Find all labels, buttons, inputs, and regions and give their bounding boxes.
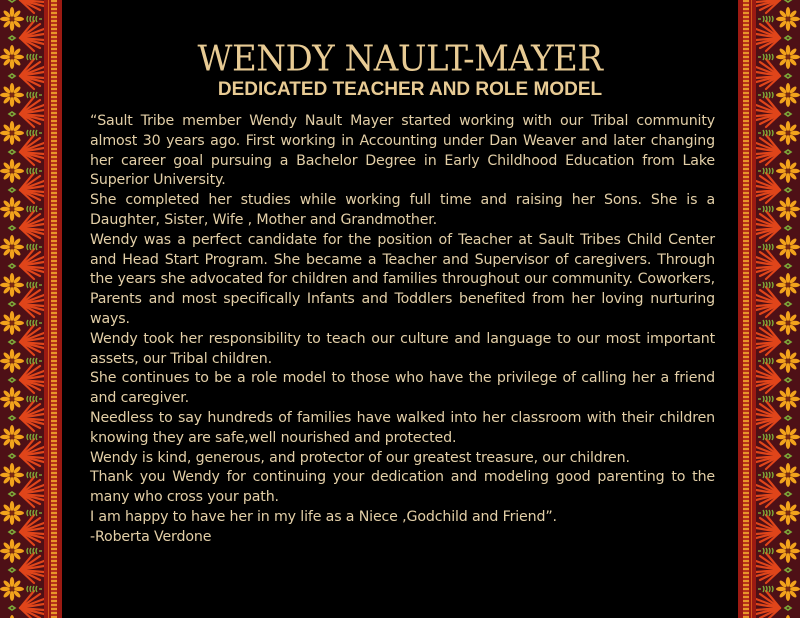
- floral-motif-icon: [0, 152, 44, 190]
- floral-motif-icon: [756, 38, 800, 76]
- paragraph: “Sault Tribe member Wendy Nault Mayer started working with our Tribal community almost 30 years ago. First working in Accounting under Dan Weaver and later changing her career goal pursuing a Bachelor Degree in Early Childhood Education from Lake Superior University.: [90, 113, 715, 189]
- floral-motif-icon: [756, 380, 800, 418]
- paragraph: She continues to be a role model to those who have the privilege of calling her a friend and caregiver.: [90, 370, 715, 407]
- page-subtitle: DEDICATED TEACHER AND ROLE MODEL: [217, 79, 603, 100]
- floral-motif-icon: [0, 380, 44, 418]
- floral-motif-icon: [0, 532, 44, 570]
- floral-motif-icon: [756, 228, 800, 266]
- floral-motif-icon: [756, 418, 800, 456]
- border-stripe: [738, 0, 756, 618]
- floral-motif-icon: [0, 114, 44, 152]
- floral-motif-icon: [0, 76, 44, 114]
- border-motif-field: [756, 0, 800, 618]
- floral-motif-icon: [0, 342, 44, 380]
- floral-motif-icon: [0, 38, 44, 76]
- tribute-body: [82, 112, 718, 548]
- signature: -Roberta Verdone: [90, 528, 212, 545]
- floral-motif-icon: [756, 76, 800, 114]
- floral-motif-icon: [0, 190, 44, 228]
- floral-motif-icon: [756, 608, 800, 618]
- floral-motif-icon: [0, 304, 44, 342]
- paragraph: Thank you Wendy for continuing your dedication and modeling good parenting to the many who cross your path.: [90, 469, 715, 506]
- left-decorative-border: [0, 0, 62, 618]
- border-motif-field: [0, 0, 44, 618]
- paragraph: Wendy is kind, generous, and protector of our greatest treasure, our children.: [90, 449, 630, 466]
- floral-motif-icon: [0, 570, 44, 608]
- page-title: WENDY NAULT-MAYER: [197, 38, 603, 80]
- right-decorative-border: [738, 0, 800, 618]
- floral-motif-icon: [0, 494, 44, 532]
- floral-motif-icon: [756, 0, 800, 38]
- floral-motif-icon: [0, 228, 44, 266]
- floral-motif-icon: [756, 266, 800, 304]
- floral-motif-icon: [0, 608, 44, 618]
- floral-motif-icon: [756, 190, 800, 228]
- floral-motif-icon: [756, 494, 800, 532]
- floral-motif-icon: [756, 342, 800, 380]
- floral-motif-icon: [756, 570, 800, 608]
- paragraph: I am happy to have her in my life as a Niece ,Godchild and Friend”.: [90, 508, 557, 525]
- border-stripe: [44, 0, 62, 618]
- paragraph: Wendy took her responsibility to teach our culture and language to our most important assets, our Tribal children.: [90, 330, 715, 367]
- floral-motif-icon: [0, 266, 44, 304]
- paragraph: She completed her studies while working full time and raising her Sons. She is a Daughter, Sister, Wife , Mother and Grandmother.: [90, 192, 715, 228]
- floral-motif-icon: [0, 0, 44, 38]
- floral-motif-icon: [756, 304, 800, 342]
- floral-motif-icon: [756, 114, 800, 152]
- floral-motif-icon: [756, 456, 800, 494]
- floral-motif-icon: [756, 152, 800, 190]
- paragraph: Wendy was a perfect candidate for the position of Teacher at Sault Tribes Child Center and Head Start Program. She became a Teacher and Supervisor of caregivers. Through the years she advocated for children and families throughout our community. Coworkers, Parents and most specifically Infants and Toddlers benefited from her loving nurturing ways.: [90, 231, 715, 327]
- floral-motif-icon: [756, 532, 800, 570]
- paragraph: Needless to say hundreds of families have walked into her classroom with their children knowing they are safe,well nourished and protected.: [90, 409, 715, 446]
- floral-motif-icon: [0, 418, 44, 456]
- floral-motif-icon: [0, 456, 44, 494]
- tribute-content: [82, 0, 718, 548]
